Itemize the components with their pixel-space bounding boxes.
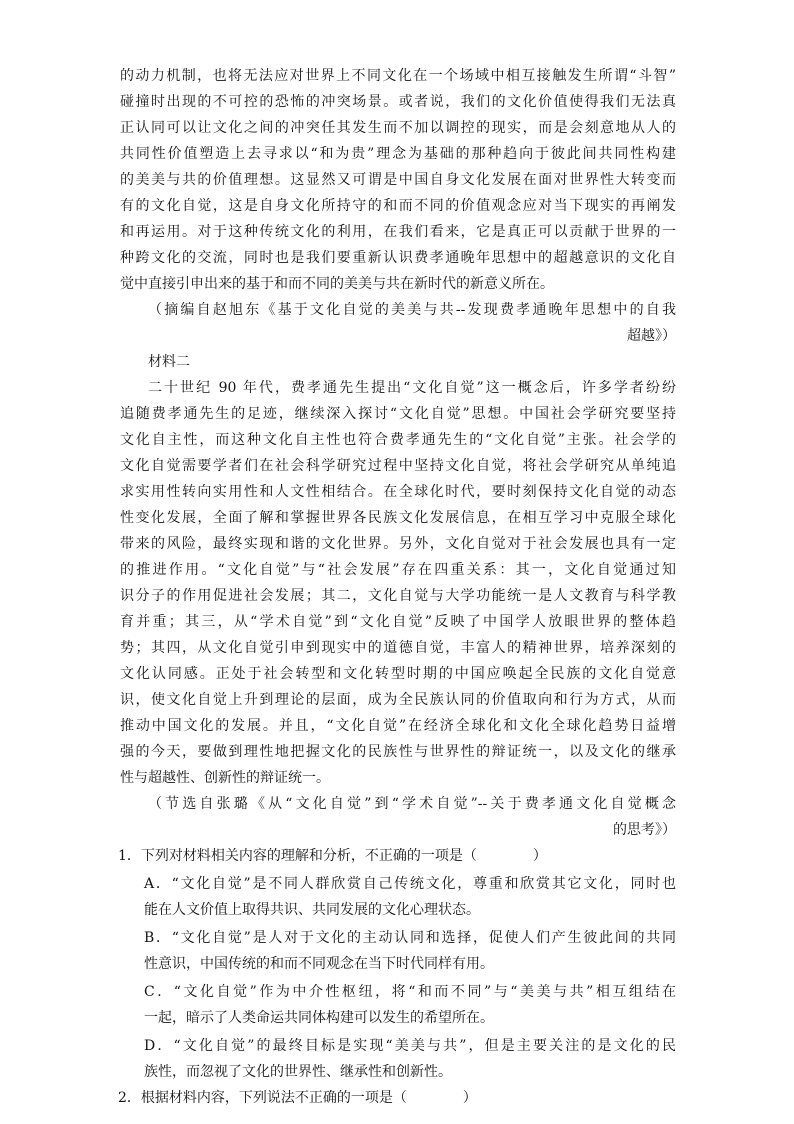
material2-line: 文化自主性，而这种文化自主性也符合费孝通先生的“文化自觉”主张。社会学的: [120, 432, 676, 448]
source2-citation: （节选自张璐《从“文化自觉”到“学术自觉”--关于费孝通文化自觉概念: [148, 796, 676, 812]
question-1-stem: 1．下列对材料相关内容的理解和分析，不正确的一项是（ ）: [118, 848, 547, 864]
material2-line: 育并重；其三，从“学术自觉”到“文化自觉”反映了中国学人放眼世界的整体趋: [120, 614, 676, 630]
question-1-option-d-cont: 族性，而忽视了文化的世界性、继承性和创新性。: [144, 1064, 452, 1080]
source2-citation-end: 的思考》）: [613, 822, 676, 838]
question-1-option-a-cont: 能在人文价值上取得共识、共同发展的文化心理状态。: [144, 902, 480, 918]
material2-line: 带来的风险，最终实现和谐的文化世界。另外，文化自觉对于社会发展也具有一定: [120, 536, 676, 552]
material1-line: 共同性价值塑造上去寻求以“和为贵”理念为基础的那种趋向于彼此间共同性构建: [120, 146, 676, 162]
material2-line: 势；其四，从文化自觉引申到现实中的道德自觉，丰富人的精神世界，培养深刻的: [120, 640, 676, 656]
material2-line: 性变化发展，全面了解和掌握世界各民族文化发展信息，在相互学习中克服全球化: [120, 510, 676, 526]
material1-line: 的美美与共的价值理想。这显然又可谓是中国自身文化发展在面对世界性大转变而: [120, 172, 676, 188]
source1-citation-end: 超越》）: [627, 328, 676, 344]
material2-line: 性与超越性、创新性的辩证统一。: [120, 770, 330, 786]
material1-line: 觉中直接引申出来的基于和而不同的美美与共在新时代的新意义所在。: [120, 276, 554, 292]
material1-line: 有的文化自觉，这是自身文化所持守的和而不同的价值观念应对当下现实的再阐发: [120, 198, 676, 214]
material2-line: 强的今天，要做到理性地把握文化的民族性与世界性的辩证统一，以及文化的继承: [120, 744, 676, 760]
question-1-option-b: B．“文化自觉”是人对于文化的主动认同和选择，促使人们产生彼此间的共同: [144, 930, 676, 946]
material1-line: 和再运用。对于这种传统文化的利用，在我们看来，它是真正可以贡献于世界的一: [120, 224, 676, 240]
material2-heading: 材料二: [148, 354, 190, 370]
material1-line: 正认同可以让文化之间的冲突任其发生而不加以调控的现实，而是会刻意地从人的: [120, 120, 676, 136]
material1-line: 种跨文化的交流，同时也是我们要重新认识费孝通晚年思想中的超越意识的文化自: [120, 250, 676, 266]
question-1-option-c: C．“文化自觉”作为中介性枢纽，将“和而不同”与“美美与共”相互组结在: [144, 984, 676, 1000]
source1-citation: （摘编自赵旭东《基于文化自觉的美美与共--发现费孝通晚年思想中的自我: [148, 302, 676, 318]
material2-line: 追随费孝通先生的足迹，继续深入探讨“文化自觉”思想。中国社会学研究要坚持: [120, 406, 676, 422]
material2-line: 识分子的作用促进社会发展；其二，文化自觉与大学功能统一是人文教育与科学教: [120, 588, 676, 604]
question-1-option-d: D．“文化自觉”的最终目标是实现“美美与共”，但是主要关注的是文化的民: [144, 1038, 676, 1054]
material1-line: 的动力机制，也将无法应对世界上不同文化在一个场域中相互接触发生所谓“斗智”: [120, 68, 676, 84]
question-1-option-a: A．“文化自觉”是不同人群欣赏自己传统文化，尊重和欣赏其它文化，同时也: [144, 876, 676, 892]
material2-line: 文化自觉需要学者们在社会科学研究过程中坚持文化自觉，将社会学研究从单纯追: [120, 458, 676, 474]
material1-line: 碰撞时出现的不可控的恐怖的冲突场景。或者说，我们的文化价值使得我们无法真: [120, 94, 676, 110]
material2-line: 识，使文化自觉上升到理论的层面，成为全民族认同的价值取向和行为方式，从而: [120, 692, 676, 708]
material2-line: 的推进作用。“文化自觉”与“社会发展”存在四重关系：其一，文化自觉通过知: [120, 562, 676, 578]
question-2-stem: 2．根据材料内容，下列说法不正确的一项是（ ）: [118, 1090, 477, 1106]
question-1-option-c-cont: 一起，暗示了人类命运共同体构建可以发生的希望所在。: [144, 1010, 494, 1026]
question-1-option-b-cont: 性意识，中国传统的和而不同观念在当下时代同样有用。: [144, 956, 494, 972]
material2-line: 推动中国文化的发展。并且，“文化自觉”在经济全球化和文化全球化趋势日益增: [120, 718, 676, 734]
material2-line: 文化认同感。正处于社会转型和文化转型时期的中国应唤起全民族的文化自觉意: [120, 666, 676, 682]
material2-line: 求实用性转向实用性和人文性相结合。在全球化时代，要时刻保持文化自觉的动态: [120, 484, 676, 500]
material2-line: 二十世纪 90 年代，费孝通先生提出“文化自觉”这一概念后，许多学者纷纷: [148, 380, 676, 396]
